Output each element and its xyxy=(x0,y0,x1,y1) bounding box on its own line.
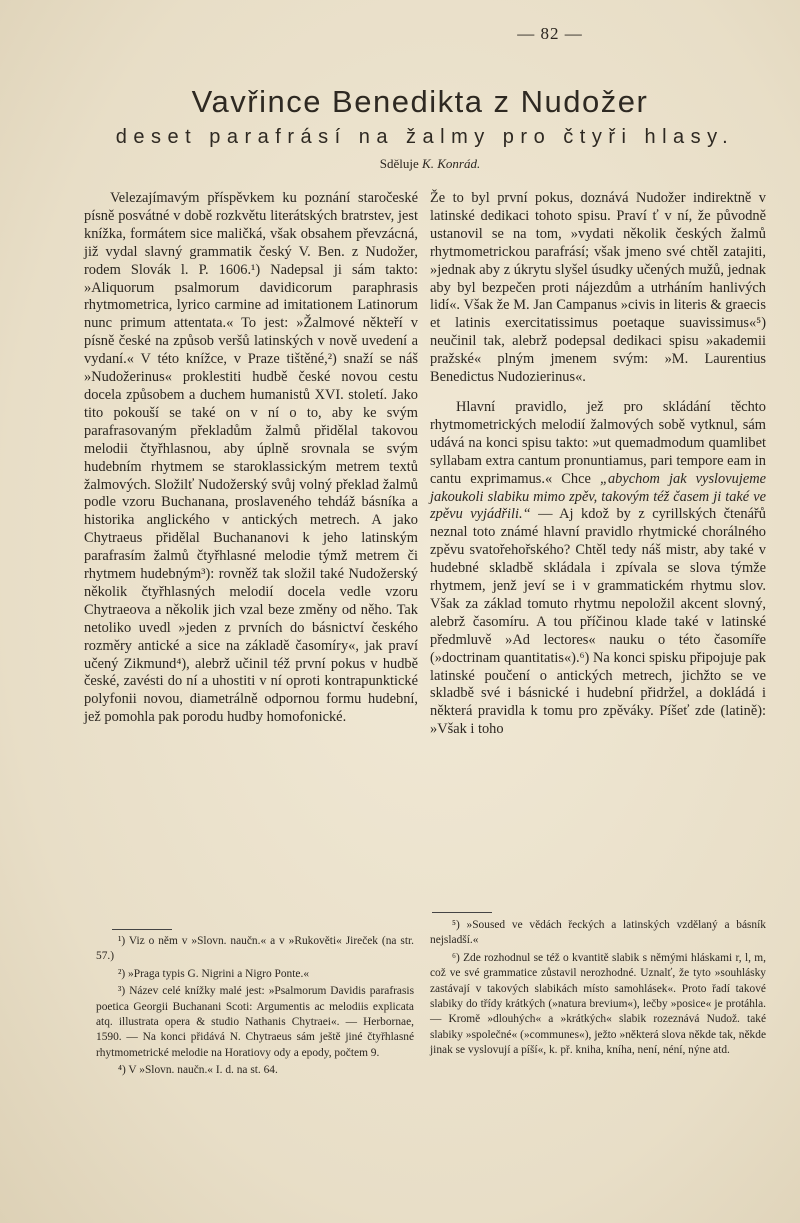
paragraph-text-b: — Aj kdož by z cyrillských čtenářů neznal toto známé hlavní pravidlo rhytmické chorálného zpěvu svatořehořského? Chtěl tedy náš mistr, aby také v hudebné skladbě skládala i zpívala se slova týmže rhytmem, jenž jeví se i v grammatickém rhytmu slov. Však za základ tomuto rhytmu nepoložil akcent slovný, alebrž časomíru. A tou příčinou klade také v latinské předmluvě »Ad lectores« nauku o této časomíře (»doctrinam quantitatis«).⁶) Na konci spisku připojuje pak latinské poučení o antických metrech, jichžto se ve skladbě své i básnické i hudební přidržel, a dokládá i některá pravidla k tomu pro zpěváky. Píšeť zde (latině): »Však i toho xyxy=(430,506,766,738)
footnotes-left xyxy=(96,934,414,1081)
paragraph-text-a: Hlavní pravidlo, jež pro skládání těchto rhytmometrických melodií žalmových sobě vytknul, sám udává na konci spisu takto: »ut quemadmodum quamlibet syllabam extra cantum pronuntiamus, pari tempore eam in cantu exprimamus.« Chce xyxy=(430,398,766,487)
footnotes-right xyxy=(430,918,766,1061)
footnote: ⁵) »Soused ve vědách řeckých a latinských vzdělaný a básník nejsladší.« xyxy=(430,919,766,947)
footnote: ²) »Praga typis G. Nigrini a Nigro Ponte.« xyxy=(118,967,310,980)
page-number-value: 82 xyxy=(540,24,560,43)
byline-author: K. Konrád. xyxy=(422,156,481,171)
byline xyxy=(0,156,800,172)
left-column xyxy=(84,190,418,727)
right-body-paragraph-1: Že to byl první pokus, doznává Nudožer indirektně v latinské dedikaci tohoto spisu. Praví ť v ní, že původně ustanovil se na tom, »vydati několik českých žalmů rhytmometrickou parafrásí; však jmeno své chtěl zatajiti, »jednak aby z úkrytu slyšel úsudky učených mužů, jednak aby byl bezpečen proti nájezdům a utrháním hanlivých lidí«. Však že M. Jan Campanus »civis in literis & graecis et latinis exercitatissimus poetaque suavissimus«⁵) neučinil tak, alebrž podepsal dedikaci spisu »akademii pražské« plným jmenem svým: »M. Laurentius Benedictus Nudozierinus«. xyxy=(430,190,766,386)
right-column xyxy=(430,190,766,739)
footnote-divider-right xyxy=(432,912,492,913)
page-number: — 82 — xyxy=(517,24,583,43)
footnote: ⁶) Zde rozhodnul se též o kvantitě slabik s němými hláskami r, l, m, což ve své grammatice zůstavil nerozhodné. Uznalť, že tyto »souhlásky zastávají v takových slabikách místo samohlásek«. Proto řadí takové slabiky do třídy krátkých (»natura brevium«), lečby »posice« je protáhla. — Kromě »dlouhých« a »krátkých« slabik rozeznává Nudož. také slabiky »společné« (»communes«), ježto »některá slova někde tak, někde jinak se vyslovují a píší«, k. př. kniha, kníha, není, néní, nýne atd. xyxy=(430,951,766,1057)
right-body-paragraph-2 xyxy=(430,399,766,739)
footnote: ⁴) V »Slovn. naučn.« I. d. na st. 64. xyxy=(118,1064,278,1077)
footnote-divider-left xyxy=(112,929,172,930)
article-title: Vavřince Benedikta z Nudožer xyxy=(191,84,649,119)
byline-prefix: Sděluje xyxy=(379,156,419,171)
footnote: ¹) Viz o něm v »Slovn. naučn.« a v »Rukověti« Jireček (na str. 57.) xyxy=(96,935,414,963)
article-subtitle: deset parafrásí na žalmy pro čtyři hlasy. xyxy=(115,126,735,148)
footnote: ³) Název celé knížky malé jest: »Psalmorum Davidis parafrasis poetica Georgii Buchanani Scoti: Argumentis ac melodiis explicata atq. illustrata opera & studio Nathanis Chytraei«. — Herbornae, 1590. — Na konci přidává N. Chytraeus sám ještě jiné čtyřhlasné rhytmometrické melodie na Horatiovy ody a epody, počtem 9. xyxy=(96,985,414,1059)
left-body-paragraph: Velezajímavým příspěvkem ku poznání staročeské písně posvátné v době rozkvětu literátských bratrstev, jest knížka, formátem sice maličká, však obsahem převzácná, již vydal slavný grammatik český V. Ben. z Nudožer, rodem Slovák l. P. 1606.¹) Nadepsal ji sám takto: »Aliquorum psalmorum davidicorum paraphrasis rhytmometrica, lyrico carmine ad imitationem Latinorum nunc primum attentata.« To jest: »Žalmové někteří v písně české na způsob veršů latinských v nově uvedení a vydaní.« V této knížce, v Praze tištěné,²) snaží se náš »Nudožerinus« proklestiti hudbě české novou cestu docela způsobem a duchem humanistů XVI. století. Jako tito pokouší se také on v ní o to, aby ke svým parafrasovaným překladům žalmů přidělal takovou melodii čtyřhlasnou, aby úplně srovnala se svým hudebním rhytmem se staroklassickým metrem textů žalmových. Složilť Nudožerský svůj volný překlad žalmů podle vzoru Buchanana, proslaveného tehdáž básníka a historika anglického v antických metrech. A jako Chytraeus přidělal Buchananovi k jeho latinským parafrasím žalmů čtyřhlasné melodie týmž metrem či rhytmem hudebným³): rovněž tak složil také Nudožerský několik čtyřhlasných melodií docela vedle vzoru Chytraeova a několik jich vzal beze změny od něho. Tak netoliko uvedl »jeden z prvních do básnictví českého rozměry antické a sice na základě časomíry«, jak praví učený Zikmund⁴), alebrž učinil též první pokus v hudbě české, zavésti do ní a uhostiti v ní oproti kontrapunktické polyfonii novou, diametrálně odpornou formu hudební, jež pomohla pak porodu hudby homofonické. xyxy=(84,190,418,726)
paragraph-italic-quote: „abychom jak vyslovujeme jakoukoli slabiku mimo zpěv, takovým též časem ji také ve zpěvu vyjádřili.“ xyxy=(430,470,766,523)
